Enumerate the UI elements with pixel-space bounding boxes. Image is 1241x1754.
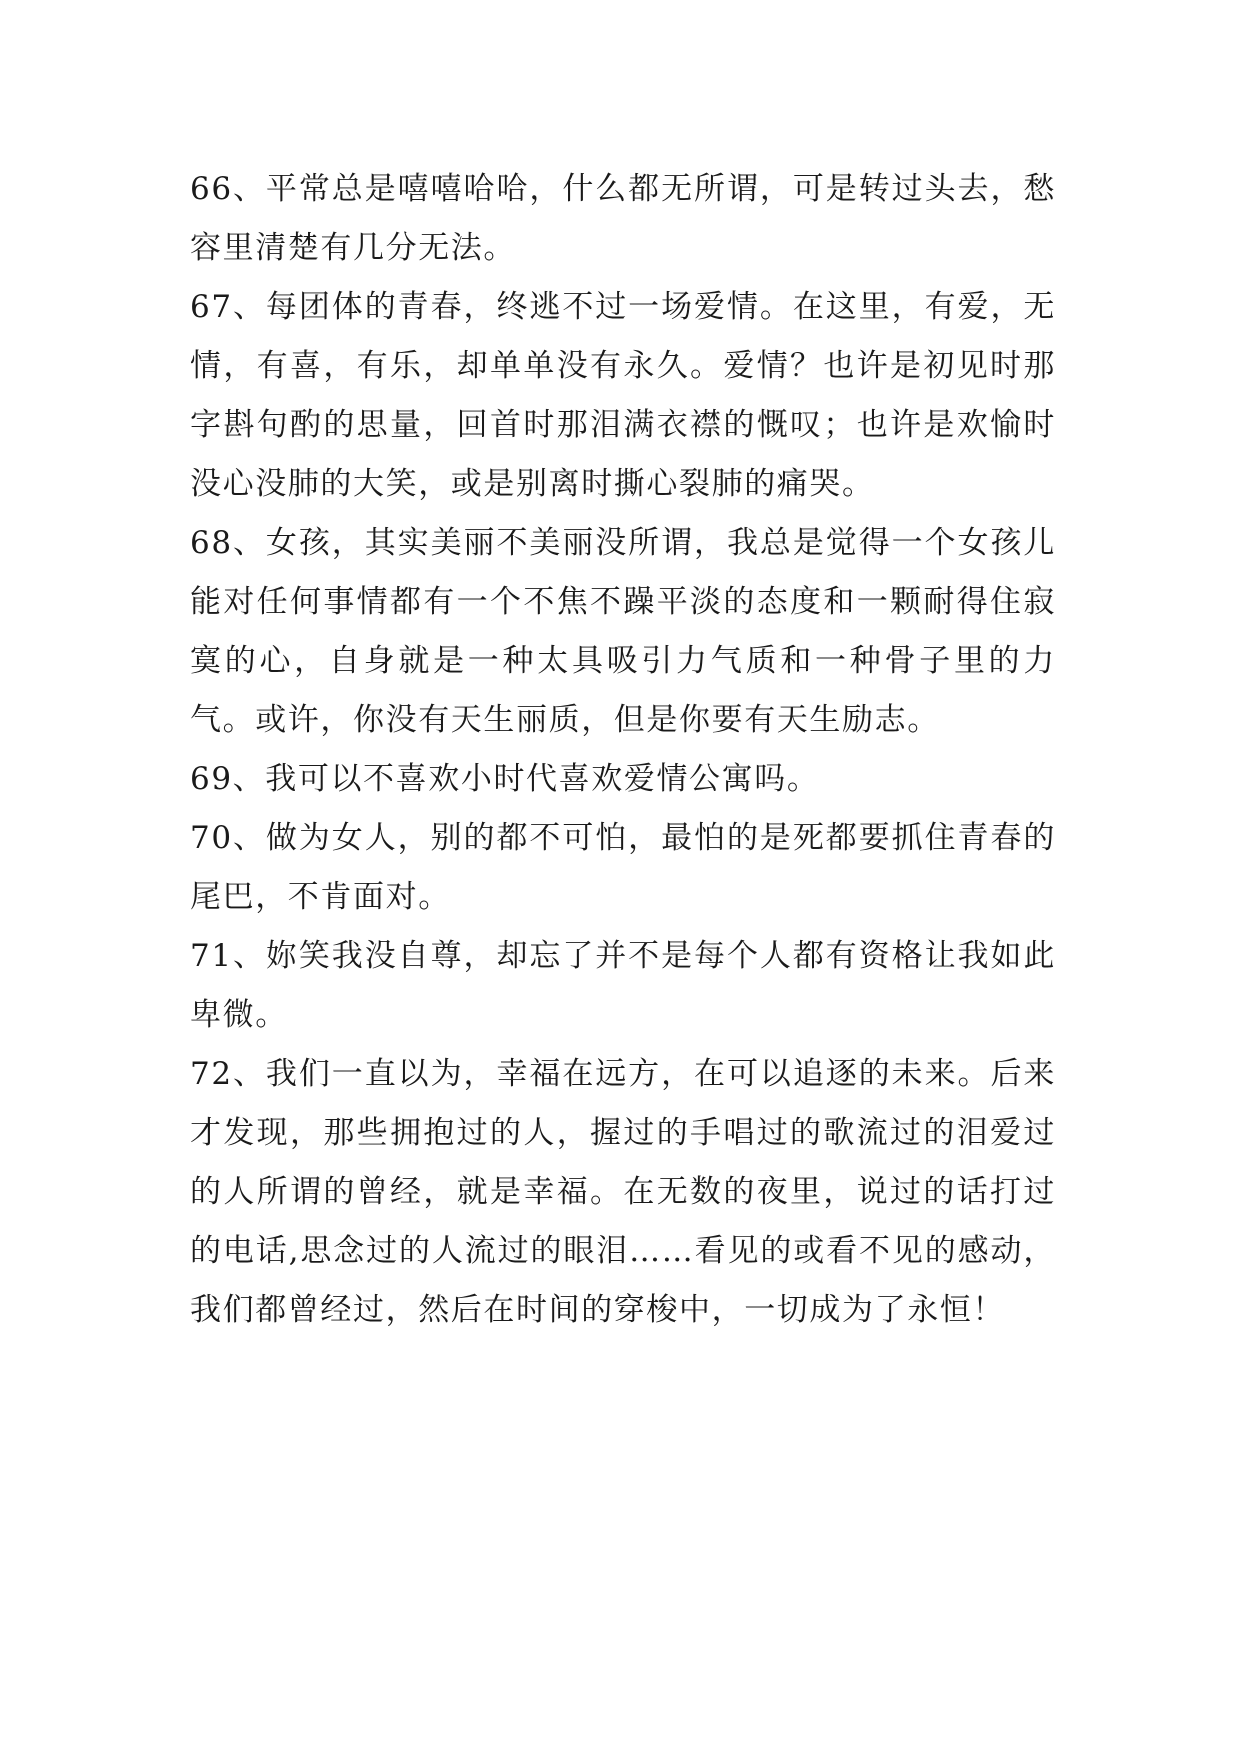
paragraph-71: 71、妳笑我没自尊，却忘了并不是每个人都有资格让我如此卑微。 (190, 938, 1056, 1033)
paragraph-68: 68、女孩，其实美丽不美丽没所谓，我总是觉得一个女孩儿能对任何事情都有一个不焦不躁平淡的态度和一颗耐得住寂寞的心，自身就是一种太具吸引力气质和一种骨子里的力气。或许，你没有天生丽质，但是你要有天生励志。 (190, 525, 1056, 738)
paragraph-72: 72、我们一直以为，幸福在远方，在可以追逐的未来。后来才发现，那些拥抱过的人，握过的手唱过的歌流过的泪爱过的人所谓的曾经，就是幸福。在无数的夜里，说过的话打过的电话,思念过的人流过的眼泪……看见的或看不见的感动，我们都曾经过，然后在时间的穿梭中，一切成为了永恒！ (190, 1056, 1056, 1328)
document-page (190, 160, 1056, 1340)
paragraph-67: 67、每团体的青春，终逃不过一场爱情。在这里，有爱，无情，有喜，有乐，却单单没有永久。爱情？也许是初见时那字斟句酌的思量，回首时那泪满衣襟的慨叹；也许是欢愉时没心没肺的大笑，或是别离时撕心裂肺的痛哭。 (190, 289, 1056, 502)
paragraph-66: 66、平常总是嘻嘻哈哈，什么都无所谓，可是转过头去，愁容里清楚有几分无法。 (190, 171, 1056, 266)
paragraph-70: 70、做为女人，别的都不可怕，最怕的是死都要抓住青春的尾巴，不肯面对。 (190, 820, 1056, 915)
paragraph-69: 69、我可以不喜欢小时代喜欢爱情公寓吗。 (190, 761, 820, 797)
